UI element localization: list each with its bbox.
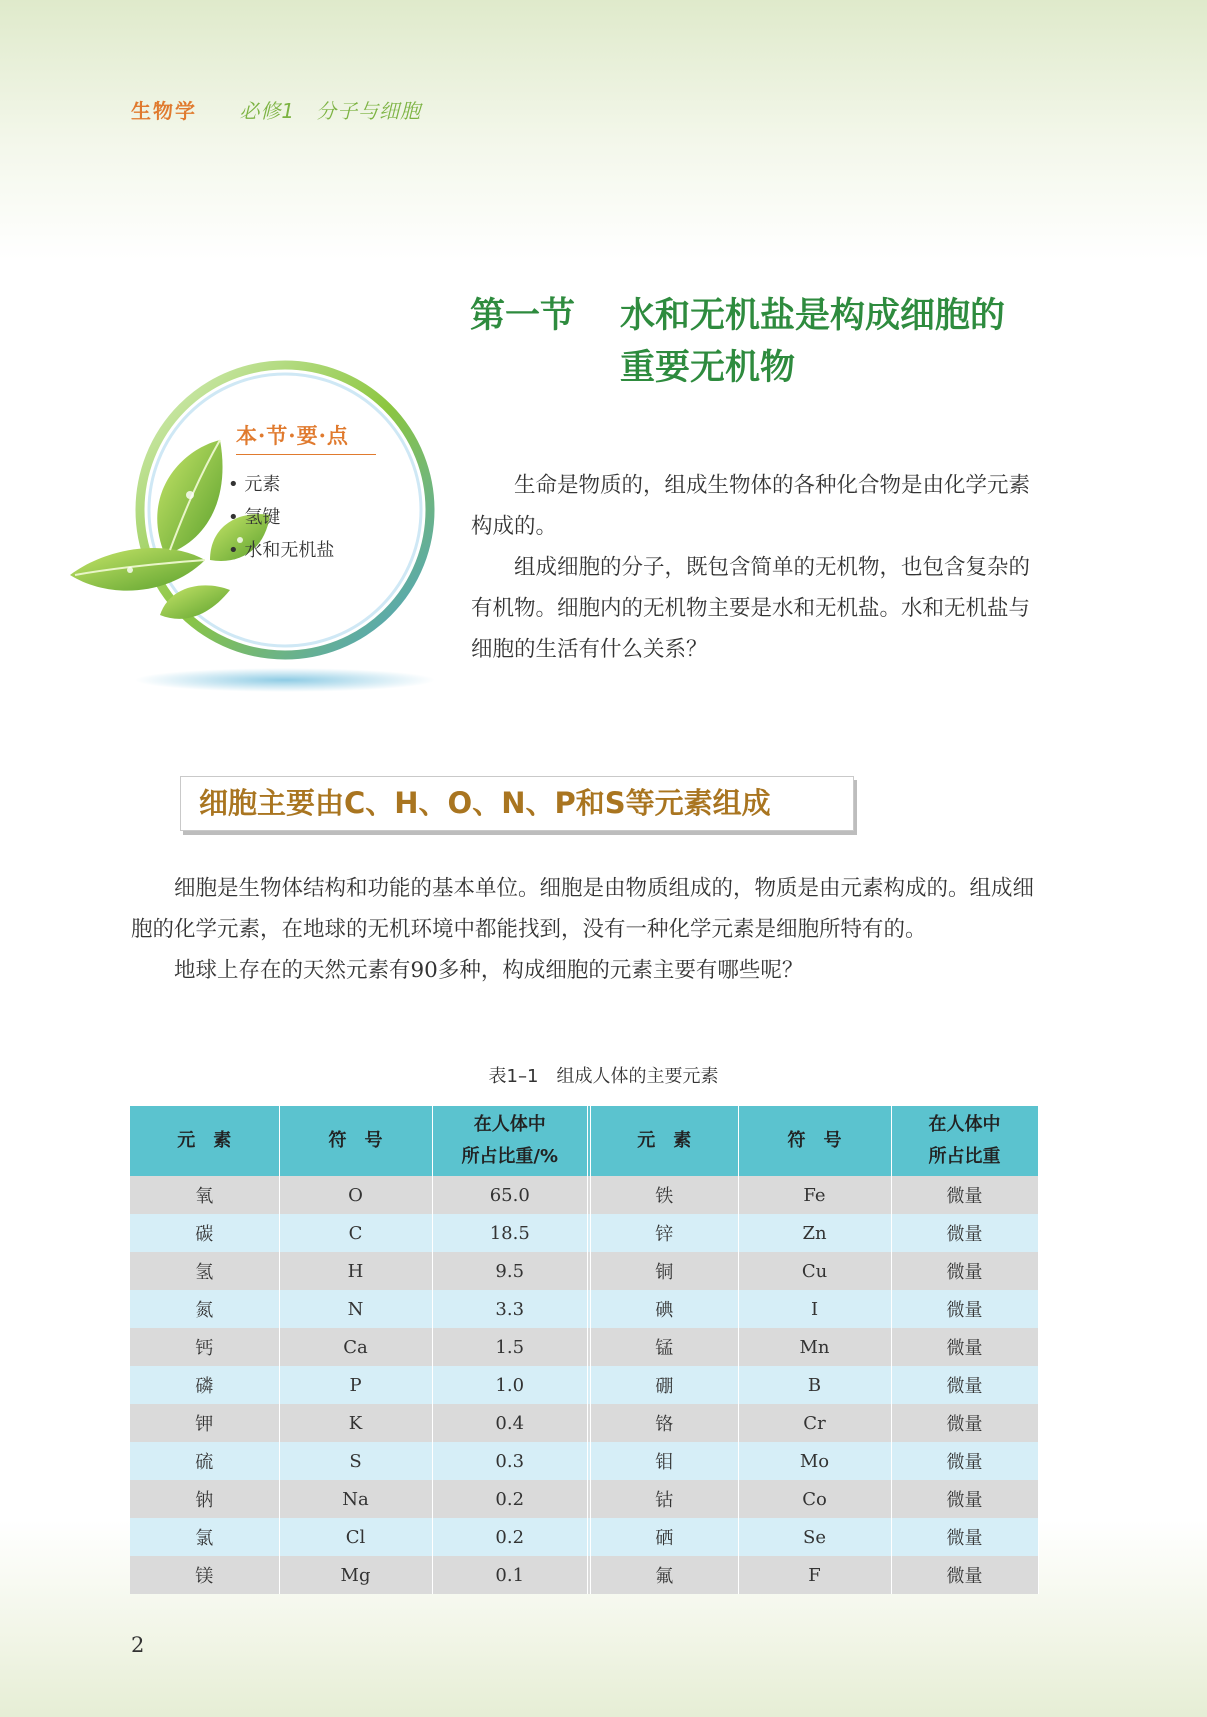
table-cell: 氧 (130, 1176, 279, 1214)
table-cell: 硒 (589, 1518, 738, 1556)
table-cell: 微量 (891, 1480, 1038, 1518)
table-row (130, 1176, 1038, 1214)
table-cell: 磷 (130, 1366, 279, 1404)
table-cell: 锌 (589, 1214, 738, 1252)
table-cell: 氮 (130, 1290, 279, 1328)
table-row (130, 1366, 1038, 1404)
table-row (130, 1518, 1038, 1556)
section-title (470, 290, 1070, 394)
table-cell: 钙 (130, 1328, 279, 1366)
table-row (130, 1404, 1038, 1442)
body-paragraph: 细胞是生物体结构和功能的基本单位。细胞是由物质组成的，物质是由元素构成的。组成细胞的化学元素，在地球的无机环境中都能找到，没有一种化学元素是细胞所特有的。 (131, 876, 1035, 942)
table-cell: Se (738, 1518, 891, 1556)
table-cell: 微量 (891, 1366, 1038, 1404)
key-points-list (228, 470, 334, 569)
table-cell: 钠 (130, 1480, 279, 1518)
table-cell: Cl (279, 1518, 432, 1556)
table-cell: 氢 (130, 1252, 279, 1290)
table-cell: 碳 (130, 1214, 279, 1252)
table-cell: 镁 (130, 1556, 279, 1594)
table-row (130, 1556, 1038, 1594)
table-cell: 65.0 (432, 1176, 589, 1214)
table-cell: 硼 (589, 1366, 738, 1404)
table-cell: Fe (738, 1176, 891, 1214)
running-head-subject: 生物学 (131, 99, 197, 123)
table-header-cell: 元 素 (589, 1106, 738, 1176)
table-cell: 0.2 (432, 1518, 589, 1556)
table-cell: 0.2 (432, 1480, 589, 1518)
page-number: 2 (131, 1633, 145, 1657)
table-cell: Mg (279, 1556, 432, 1594)
table-cell: 铜 (589, 1252, 738, 1290)
key-point-item: • 氢键 (228, 503, 334, 536)
table-row (130, 1214, 1038, 1252)
body-paragraph: 地球上存在的天然元素有90多种，构成细胞的元素主要有哪些呢？ (174, 958, 804, 983)
table-cell: 钼 (589, 1442, 738, 1480)
table-cell: 硫 (130, 1442, 279, 1480)
table-cell: 0.1 (432, 1556, 589, 1594)
key-points-heading: 本·节·要·点 (236, 420, 376, 455)
table-header-cell: 符 号 (279, 1106, 432, 1176)
table-cell: Ca (279, 1328, 432, 1366)
table-cell: Mo (738, 1442, 891, 1480)
table-header-cell: 符 号 (738, 1106, 891, 1176)
table-cell: 铁 (589, 1176, 738, 1214)
table-cell: 碘 (589, 1290, 738, 1328)
intro-paragraph: 生命是物质的，组成生物体的各种化合物是由化学元素构成的。 (471, 473, 1031, 539)
table-cell: 0.4 (432, 1404, 589, 1442)
table-cell: H (279, 1252, 432, 1290)
table-header-cell: 元 素 (130, 1106, 279, 1176)
table-cell: 铬 (589, 1404, 738, 1442)
table-row (130, 1290, 1038, 1328)
table-cell: F (738, 1556, 891, 1594)
body-text (131, 868, 1039, 991)
table-cell: 氯 (130, 1518, 279, 1556)
table-cell: Mn (738, 1328, 891, 1366)
intro-text (471, 465, 1038, 670)
table-cell: 9.5 (432, 1252, 589, 1290)
table-cell: 微量 (891, 1556, 1038, 1594)
table-cell: 微量 (891, 1442, 1038, 1480)
table-cell: 3.3 (432, 1290, 589, 1328)
table-caption: 表1–1 组成人体的主要元素 (488, 1066, 719, 1087)
table-cell: 1.5 (432, 1328, 589, 1366)
table-cell: K (279, 1404, 432, 1442)
subsection-heading: 细胞主要由C、H、O、N、P和S等元素组成 (180, 776, 854, 831)
table-cell: N (279, 1290, 432, 1328)
section-title-line2: 重要无机物 (620, 347, 796, 388)
intro-paragraph: 组成细胞的分子，既包含简单的无机物，也包含复杂的有机物。细胞内的无机物主要是水和无机盐。水和无机盐与细胞的生活有什么关系？ (471, 555, 1031, 662)
table-cell: C (279, 1214, 432, 1252)
key-point-item: • 元素 (228, 470, 334, 503)
section-number: 第一节 (470, 295, 576, 336)
table-cell: Na (279, 1480, 432, 1518)
table-cell: 微量 (891, 1252, 1038, 1290)
elements-table (130, 1106, 1039, 1594)
table-cell: B (738, 1366, 891, 1404)
table-cell: 氟 (589, 1556, 738, 1594)
table-cell: Co (738, 1480, 891, 1518)
table-cell: 钴 (589, 1480, 738, 1518)
table-row (130, 1480, 1038, 1518)
table-row (130, 1442, 1038, 1480)
key-point-item: • 水和无机盐 (228, 536, 334, 569)
table-row (130, 1328, 1038, 1366)
table-cell: 微量 (891, 1176, 1038, 1214)
table-cell: 微量 (891, 1518, 1038, 1556)
table-cell: 微量 (891, 1214, 1038, 1252)
table-cell: I (738, 1290, 891, 1328)
table-cell: 0.3 (432, 1442, 589, 1480)
table-cell: O (279, 1176, 432, 1214)
table-cell: 锰 (589, 1328, 738, 1366)
table-cell: Cr (738, 1404, 891, 1442)
running-head-book: 必修1 分子与细胞 (239, 99, 422, 123)
table-cell: Zn (738, 1214, 891, 1252)
table-cell: 微量 (891, 1290, 1038, 1328)
running-head (131, 95, 421, 124)
table-header-cell: 在人体中 所占比重 (891, 1106, 1038, 1176)
table-cell: 18.5 (432, 1214, 589, 1252)
table-cell: 微量 (891, 1404, 1038, 1442)
table-cell: 微量 (891, 1328, 1038, 1366)
section-title-line1: 水和无机盐是构成细胞的 (620, 295, 1006, 336)
table-cell: P (279, 1366, 432, 1404)
table-cell: S (279, 1442, 432, 1480)
table-header-row (130, 1106, 1038, 1176)
table-header-cell: 在人体中 所占比重/% (432, 1106, 589, 1176)
table-cell: Cu (738, 1252, 891, 1290)
table-cell: 钾 (130, 1404, 279, 1442)
table-row (130, 1252, 1038, 1290)
table-cell: 1.0 (432, 1366, 589, 1404)
